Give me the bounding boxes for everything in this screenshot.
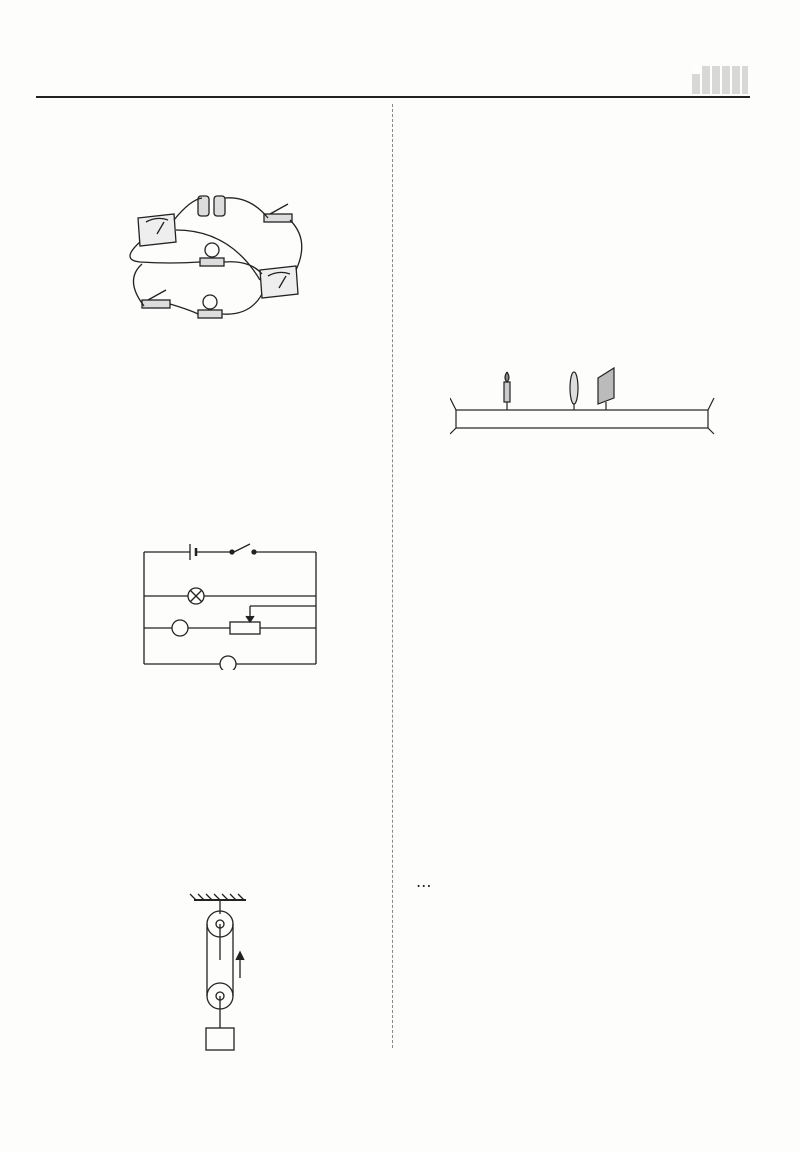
q12-options: …	[416, 873, 432, 891]
column-divider	[392, 104, 393, 1048]
header-rule	[36, 96, 750, 98]
q8-circuit-figure	[110, 190, 320, 332]
header-decoration	[692, 66, 748, 94]
q12-iu-chart	[488, 730, 668, 858]
q11-optical-bench-figure	[450, 364, 715, 438]
q9-circuit-figure	[130, 540, 330, 670]
q10-pulley-figure	[180, 890, 270, 1056]
